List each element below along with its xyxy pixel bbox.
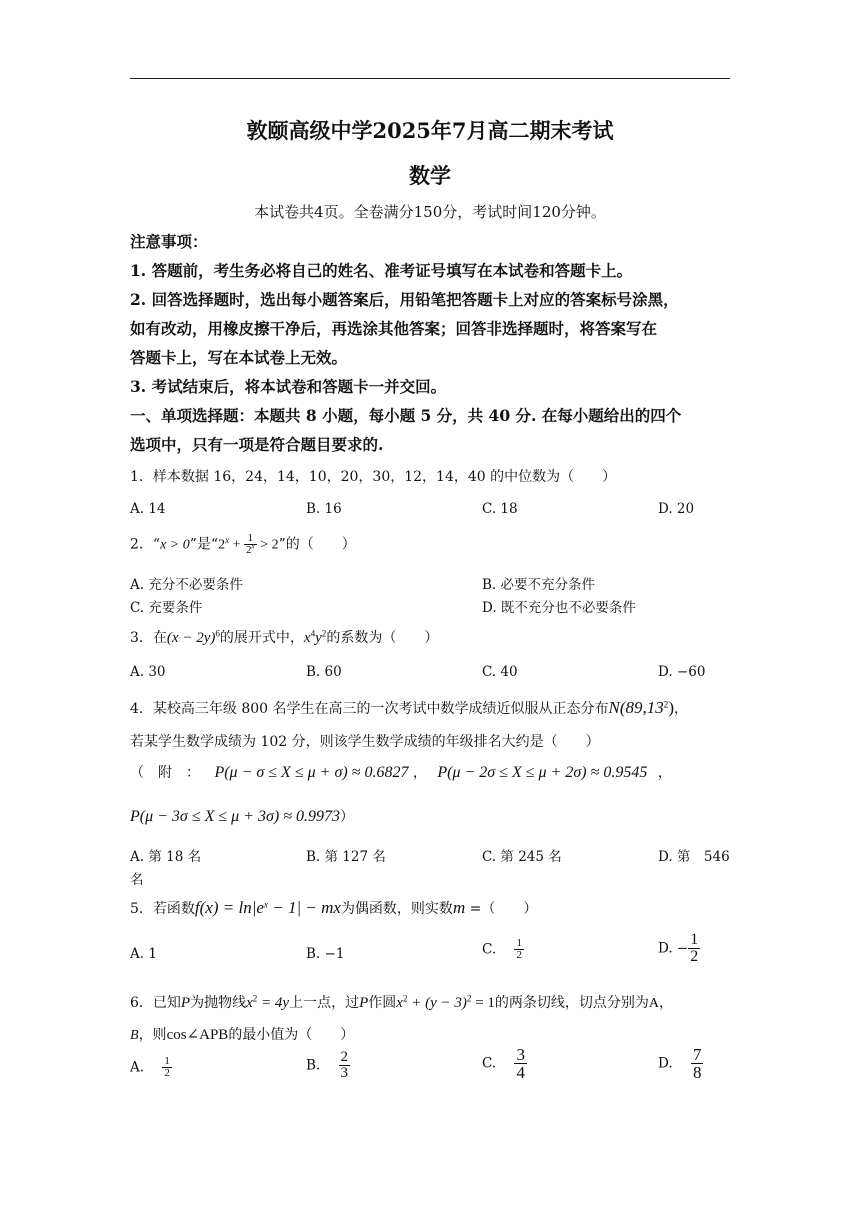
q2-mid: ”是“ bbox=[189, 536, 219, 553]
frac-num: 7 bbox=[692, 1045, 702, 1064]
question-5-stem bbox=[130, 898, 537, 918]
q6-mid-4: 的两条切线，切点分别为 bbox=[494, 995, 649, 1011]
q6-mid-1: 为抛物线 bbox=[190, 995, 247, 1011]
q1-option-c: C. 18 bbox=[482, 501, 518, 517]
q2-base: 2 bbox=[218, 537, 226, 553]
note-2-line-1: 2. 回答选择题时，选出每小题答案后，用铅笔把答题卡上对应的答案标号涂黑， bbox=[130, 290, 679, 309]
q4-comma-1: ， bbox=[412, 765, 427, 781]
q5-suffix: =（ ） bbox=[465, 901, 538, 917]
q6-circle-y: + (y − 3) bbox=[407, 995, 467, 1011]
q2-condition-1: x > 0 bbox=[160, 537, 190, 553]
q4-text: 4．某校高三年级 800 名学生在高三的一次考试中数学成绩近似服从正态分布 bbox=[130, 701, 609, 717]
q5-option-a: A. 1 bbox=[130, 946, 157, 962]
header-rule bbox=[130, 78, 730, 79]
q2-prefix: 2．“ bbox=[130, 536, 161, 553]
notes-heading: 注意事项： bbox=[130, 232, 208, 251]
q5-option-c-fraction bbox=[514, 938, 524, 961]
frac-num: 3 bbox=[516, 1045, 525, 1064]
question-4-line-2: 若某学生数学成绩为 102 分，则该学生数学成绩的年级排名大约是（ ） bbox=[130, 734, 600, 750]
q6-option-d-fraction bbox=[691, 1046, 704, 1081]
q4-option-b: B. 第 127 名 bbox=[306, 849, 386, 865]
q6-point-a: A bbox=[648, 996, 660, 1011]
q3-term-y-exp: 2 bbox=[321, 628, 327, 639]
q4-option-d-wrap: 名 bbox=[130, 872, 144, 888]
frac-den: 2 bbox=[164, 1067, 170, 1079]
exam-title: 敦颐高级中学2025年7月高二期末考试 bbox=[246, 118, 614, 143]
q2-frac-den: 2 bbox=[246, 544, 252, 556]
q6-point-b: B bbox=[130, 1028, 139, 1043]
question-3-stem bbox=[130, 627, 438, 647]
frac-num: 1 bbox=[164, 1055, 170, 1067]
q4-prob-2: P(μ − 2σ ≤ X ≤ μ + 2σ) ≈ 0.9545 bbox=[437, 764, 648, 781]
note-2-line-2: 如有改动，用橡皮擦干净后，再选涂其他答案；回答非选择题时，将答案写在 bbox=[130, 319, 658, 338]
frac-den: 4 bbox=[516, 1063, 525, 1082]
frac-num: 1 bbox=[690, 931, 699, 948]
frac-den: 3 bbox=[340, 1065, 349, 1081]
q5-mid: 为偶函数，则实数 bbox=[340, 901, 453, 917]
q6-option-b bbox=[306, 1050, 350, 1081]
q2-plus: + bbox=[229, 537, 245, 553]
frac-num: 1 bbox=[516, 937, 522, 949]
note-1: 1. 答题前，考生务必将自己的姓名、准考证号填写在本试卷和答题卡上。 bbox=[130, 261, 633, 280]
q4-option-c: C. 第 245 名 bbox=[482, 849, 562, 865]
q5-prefix: 5．若函数 bbox=[130, 901, 195, 917]
q3-suffix: 的系数为（ ） bbox=[326, 630, 439, 646]
q6-option-c-label: C. bbox=[482, 1055, 497, 1072]
question-4-line-3 bbox=[130, 762, 672, 782]
section-1-line-2: 选项中，只有一项是符合题目要求的. bbox=[130, 435, 384, 454]
q4-comma: ， bbox=[674, 701, 688, 717]
question-2-stem bbox=[130, 533, 356, 556]
note-3: 3. 考试结束后，将本试卷和答题卡一并交回。 bbox=[130, 377, 447, 396]
q5-option-d-fraction bbox=[688, 932, 700, 965]
q6-option-a-label: A. bbox=[130, 1059, 145, 1076]
q6-circle-exp-2: 2 bbox=[466, 993, 472, 1004]
q5-variable: m bbox=[452, 898, 466, 917]
subject-title: 数学 bbox=[409, 163, 451, 188]
q4-option-a: A. 第 18 名 bbox=[130, 849, 202, 865]
q6-option-b-fraction bbox=[339, 1050, 351, 1081]
section-1-line-1: 一、单项选择题：本题共 8 小题，每小题 5 分，共 40 分. 在每小题给出的四个 bbox=[130, 406, 682, 425]
q6-circle-x: x bbox=[396, 995, 403, 1011]
q6-parabola-rest: = 4y bbox=[257, 995, 290, 1011]
q2-option-a: A. 充分不必要条件 bbox=[130, 577, 243, 593]
q1-option-a: A. 14 bbox=[130, 501, 166, 517]
q2-suffix: ”的（ ） bbox=[278, 536, 356, 553]
q6-mid-3: 作圆 bbox=[368, 995, 397, 1011]
q3-option-d: D. −60 bbox=[658, 664, 706, 680]
q4-distribution-exp: 2 bbox=[663, 699, 669, 710]
q3-binomial: (x − 2y) bbox=[166, 630, 216, 646]
q6-option-b-label: B. bbox=[306, 1057, 321, 1074]
q6-circle-rest: = 1 bbox=[471, 995, 495, 1011]
q3-mid: 的展开式中， bbox=[219, 630, 304, 646]
note-2-line-3: 答题卡上，写在本试卷上无效。 bbox=[130, 348, 348, 367]
question-4-line-4 bbox=[130, 806, 354, 826]
frac-den: 2 bbox=[690, 948, 699, 965]
q5-option-d-label: D. − bbox=[658, 940, 689, 957]
q6-circle-exp-1: 2 bbox=[402, 993, 408, 1004]
q3-option-b: B. 60 bbox=[306, 664, 342, 680]
q3-term-x-exp: 4 bbox=[310, 628, 316, 639]
q4-close: ） bbox=[339, 809, 354, 825]
q2-option-d: D. 既不充分也不必要条件 bbox=[482, 600, 636, 616]
q2-gt-two: > 2 bbox=[256, 537, 279, 553]
q4-prob-3: P(μ − 3σ ≤ X ≤ μ + 3σ) ≈ 0.9973 bbox=[130, 808, 340, 825]
q6-suffix: 的最小值为（ ） bbox=[228, 1027, 355, 1043]
q2-option-c: C. 充要条件 bbox=[130, 600, 203, 616]
q6-option-d-label: D. bbox=[658, 1055, 673, 1072]
exam-info: 本试卷共4页。全卷满分150分，考试时间120分钟。 bbox=[254, 203, 606, 221]
q6-comma: ， bbox=[659, 995, 674, 1011]
q1-option-b: B. 16 bbox=[306, 501, 342, 517]
q6-option-c-fraction bbox=[514, 1046, 527, 1081]
frac-num: 2 bbox=[340, 1049, 349, 1065]
question-4-line-1 bbox=[130, 698, 688, 718]
q5-option-b: B. −1 bbox=[306, 946, 345, 962]
q3-prefix: 3．在 bbox=[130, 630, 167, 646]
q5-function-rest: − 1| − mx bbox=[267, 898, 341, 917]
q4-note-prefix: （ 附 ： bbox=[130, 765, 200, 781]
q4-option-d: D. 第 546 bbox=[658, 849, 730, 865]
frac-den: 2 bbox=[516, 949, 522, 961]
q1-option-d: D. 20 bbox=[658, 501, 695, 517]
q3-term-y: y bbox=[315, 630, 322, 646]
q3-option-c: C. 40 bbox=[482, 664, 518, 680]
q2-frac-den-exp: x bbox=[251, 542, 255, 551]
q6-option-a bbox=[130, 1056, 172, 1079]
q5-function: f(x) = ln|e bbox=[194, 898, 264, 917]
q3-term-x: x bbox=[303, 630, 311, 646]
q4-comma-2: ， bbox=[657, 765, 672, 781]
q2-exp: x bbox=[225, 534, 230, 545]
q6-prefix: 6．已知 bbox=[130, 995, 181, 1011]
q3-option-a: A. 30 bbox=[130, 664, 166, 680]
q2-frac-num: 1 bbox=[244, 533, 257, 545]
q6-parabola-exp: 2 bbox=[252, 993, 258, 1004]
q6-option-a-fraction bbox=[162, 1056, 172, 1079]
q6-mid-2: 上一点，过 bbox=[289, 995, 360, 1011]
q4-distribution-close: ) bbox=[668, 698, 674, 717]
q6-option-c bbox=[482, 1046, 527, 1081]
q5-option-d bbox=[658, 932, 700, 965]
q2-option-b: B. 必要不充分条件 bbox=[482, 577, 596, 593]
q6-point-p-2: P bbox=[359, 995, 369, 1011]
q5-option-c bbox=[482, 938, 524, 961]
q6-point-p: P bbox=[180, 995, 191, 1011]
q4-distribution: N(89,13 bbox=[608, 698, 664, 717]
q6-parabola-x: x bbox=[246, 995, 253, 1011]
q6-line-2-mid: ，则 bbox=[138, 1027, 167, 1043]
q3-binomial-exp: 6 bbox=[215, 628, 220, 639]
q4-prob-1: P(μ − σ ≤ X ≤ μ + σ) ≈ 0.6827 bbox=[214, 764, 409, 781]
q5-option-c-label: C. bbox=[482, 941, 497, 958]
frac-den: 8 bbox=[692, 1063, 702, 1082]
question-1-stem: 1．样本数据 16，24，14，10，20，30，12，14，40 的中位数为（ ） bbox=[130, 469, 617, 485]
question-6-line-1 bbox=[130, 992, 673, 1012]
question-6-line-2 bbox=[130, 1024, 354, 1044]
q6-option-d bbox=[658, 1046, 703, 1081]
q5-function-exp: x bbox=[263, 899, 268, 910]
q6-cos-expression: cos∠APB bbox=[166, 1027, 229, 1043]
q2-fraction bbox=[244, 533, 257, 556]
